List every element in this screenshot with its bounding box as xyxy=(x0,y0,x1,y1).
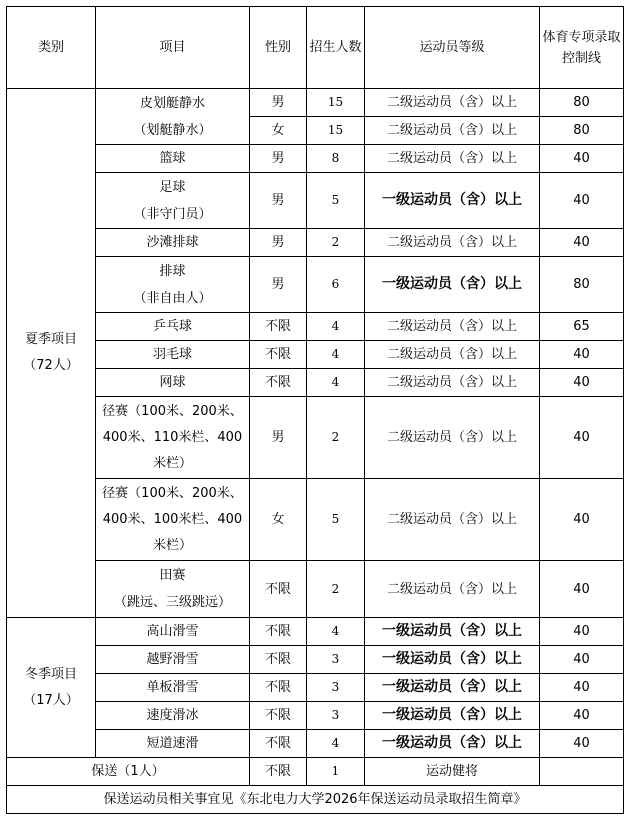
item-line: 排球 xyxy=(159,263,186,279)
item-cell xyxy=(96,145,250,173)
item-cell xyxy=(96,89,250,145)
level-cell: 一级运动员（含）以上 xyxy=(365,730,540,758)
category-count: （17人） xyxy=(23,692,79,708)
item-line: 沙滩排球 xyxy=(146,235,199,250)
item-cell xyxy=(96,173,250,229)
item-line: （跳远、三级跳远） xyxy=(113,595,231,610)
item-line: 高山滑雪 xyxy=(146,624,199,639)
level-cell: 二级运动员（含）以上 xyxy=(365,145,540,173)
score-cell: 80 xyxy=(540,117,624,145)
level-cell: 一级运动员（含）以上 xyxy=(365,618,540,646)
gender-cell: 男 xyxy=(250,257,307,313)
score-cell: 65 xyxy=(540,313,624,341)
gender-cell: 不限 xyxy=(250,646,307,674)
item-line: （非自由人） xyxy=(133,290,212,306)
item-line: 400米、100米栏、400 xyxy=(102,511,243,527)
table-row xyxy=(7,341,624,369)
item-line: 米栏） xyxy=(152,537,192,553)
item-line: 速度滑冰 xyxy=(146,708,199,723)
table-row xyxy=(7,730,624,758)
level-cell: 一级运动员（含）以上 xyxy=(365,173,540,229)
score-cell xyxy=(540,758,624,786)
table-row xyxy=(7,618,624,646)
score-cell: 40 xyxy=(540,618,624,646)
item-cell xyxy=(96,479,250,561)
table-row xyxy=(7,89,624,117)
quota-cell: 3 xyxy=(307,646,365,674)
gender-cell: 男 xyxy=(250,89,307,117)
gender-cell: 男 xyxy=(250,173,307,229)
table-row xyxy=(7,173,624,229)
item-cell xyxy=(96,341,250,369)
quota-cell: 2 xyxy=(307,229,365,257)
quota-cell: 4 xyxy=(307,313,365,341)
table-row xyxy=(7,702,624,730)
gender-cell: 不限 xyxy=(250,702,307,730)
table-row xyxy=(7,397,624,479)
gender-cell: 不限 xyxy=(250,730,307,758)
table-row xyxy=(7,229,624,257)
item-line: 篮球 xyxy=(159,151,186,166)
level-cell: 二级运动员（含）以上 xyxy=(365,229,540,257)
item-line: 田赛 xyxy=(159,568,186,583)
quota-cell: 4 xyxy=(307,730,365,758)
item-line: （划艇静水） xyxy=(133,122,212,138)
table-row xyxy=(7,561,624,618)
level-cell: 二级运动员（含）以上 xyxy=(365,341,540,369)
quota-cell: 2 xyxy=(307,397,365,479)
item-line: 短道速滑 xyxy=(146,736,199,751)
score-cell: 40 xyxy=(540,397,624,479)
footer-note-row xyxy=(7,786,624,814)
header-quota: 招生人数 xyxy=(307,7,365,89)
score-cell: 40 xyxy=(540,229,624,257)
item-line: 足球 xyxy=(159,179,186,195)
guarantee-label: 保送（1人） xyxy=(7,758,250,786)
quota-cell: 2 xyxy=(307,561,365,618)
item-line: 米栏） xyxy=(152,455,192,471)
level-cell: 二级运动员（含）以上 xyxy=(365,369,540,397)
quota-cell: 4 xyxy=(307,341,365,369)
item-line: 网球 xyxy=(159,375,186,390)
item-cell xyxy=(96,702,250,730)
score-cell: 40 xyxy=(540,173,624,229)
table-row xyxy=(7,145,624,173)
level-cell: 运动健将 xyxy=(365,758,540,786)
gender-cell: 不限 xyxy=(250,758,307,786)
quota-cell: 5 xyxy=(307,479,365,561)
gender-cell: 女 xyxy=(250,479,307,561)
quota-cell: 4 xyxy=(307,618,365,646)
level-cell: 二级运动员（含）以上 xyxy=(365,89,540,117)
table-row xyxy=(7,257,624,313)
item-line: （非守门员） xyxy=(133,206,212,222)
quota-cell: 5 xyxy=(307,173,365,229)
admission-table xyxy=(6,6,624,814)
quota-cell: 3 xyxy=(307,674,365,702)
table-body xyxy=(7,89,624,814)
quota-cell: 4 xyxy=(307,369,365,397)
table-row xyxy=(7,674,624,702)
score-cell: 40 xyxy=(540,479,624,561)
gender-cell: 男 xyxy=(250,145,307,173)
gender-cell: 不限 xyxy=(250,561,307,618)
item-cell xyxy=(96,674,250,702)
footer-note: 保送运动员相关事宜见《东北电力大学2026年保送运动员录取招生简章》 xyxy=(7,786,624,814)
item-cell xyxy=(96,313,250,341)
gender-cell: 女 xyxy=(250,117,307,145)
header-category: 类别 xyxy=(7,7,96,89)
quota-cell: 8 xyxy=(307,145,365,173)
header-row xyxy=(7,7,624,89)
header-item: 项目 xyxy=(96,7,250,89)
quota-cell: 3 xyxy=(307,702,365,730)
item-line: 乒乓球 xyxy=(152,319,192,334)
gender-cell: 不限 xyxy=(250,313,307,341)
score-cell: 40 xyxy=(540,674,624,702)
gender-cell: 不限 xyxy=(250,341,307,369)
score-cell: 40 xyxy=(540,646,624,674)
gender-cell: 男 xyxy=(250,397,307,479)
gender-cell: 不限 xyxy=(250,618,307,646)
gender-cell: 不限 xyxy=(250,674,307,702)
score-cell: 40 xyxy=(540,369,624,397)
category-count: （72人） xyxy=(23,358,79,373)
table-row xyxy=(7,313,624,341)
item-line: 径赛（100米、200米、 xyxy=(102,485,243,501)
score-cell: 40 xyxy=(540,145,624,173)
quota-cell: 15 xyxy=(307,117,365,145)
item-cell xyxy=(96,369,250,397)
item-line: 越野滑雪 xyxy=(146,652,199,667)
table-row xyxy=(7,479,624,561)
quota-cell: 15 xyxy=(307,89,365,117)
score-cell: 40 xyxy=(540,730,624,758)
level-cell: 二级运动员（含）以上 xyxy=(365,397,540,479)
level-cell: 二级运动员（含）以上 xyxy=(365,313,540,341)
item-line: 羽毛球 xyxy=(152,347,192,362)
score-cell: 80 xyxy=(540,89,624,117)
level-cell: 一级运动员（含）以上 xyxy=(365,646,540,674)
header-score: 体育专项录取控制线 xyxy=(540,7,624,89)
item-cell xyxy=(96,229,250,257)
header-gender: 性别 xyxy=(250,7,307,89)
item-cell xyxy=(96,257,250,313)
item-cell xyxy=(96,730,250,758)
item-line: 400米、110米栏、400 xyxy=(102,429,243,445)
gender-cell: 男 xyxy=(250,229,307,257)
category-name: 夏季项目 xyxy=(24,332,77,347)
level-cell: 一级运动员（含）以上 xyxy=(365,257,540,313)
quota-cell: 1 xyxy=(307,758,365,786)
item-cell xyxy=(96,646,250,674)
score-cell: 40 xyxy=(540,702,624,730)
item-cell xyxy=(96,397,250,479)
item-line: 单板滑雪 xyxy=(146,680,199,695)
header-level: 运动员等级 xyxy=(365,7,540,89)
score-cell: 40 xyxy=(540,561,624,618)
category-cell-winter xyxy=(7,618,96,758)
category-name: 冬季项目 xyxy=(24,666,77,682)
item-line: 皮划艇静水 xyxy=(139,95,205,111)
item-line: 径赛（100米、200米、 xyxy=(102,403,243,419)
level-cell: 一级运动员（含）以上 xyxy=(365,702,540,730)
guarantee-row xyxy=(7,758,624,786)
score-cell: 80 xyxy=(540,257,624,313)
level-cell: 二级运动员（含）以上 xyxy=(365,479,540,561)
quota-cell: 6 xyxy=(307,257,365,313)
category-cell-summer xyxy=(7,89,96,618)
level-cell: 二级运动员（含）以上 xyxy=(365,561,540,618)
table-row xyxy=(7,369,624,397)
table-row xyxy=(7,646,624,674)
level-cell: 一级运动员（含）以上 xyxy=(365,674,540,702)
gender-cell: 不限 xyxy=(250,369,307,397)
item-cell xyxy=(96,561,250,618)
item-cell xyxy=(96,618,250,646)
score-cell: 40 xyxy=(540,341,624,369)
level-cell: 二级运动员（含）以上 xyxy=(365,117,540,145)
